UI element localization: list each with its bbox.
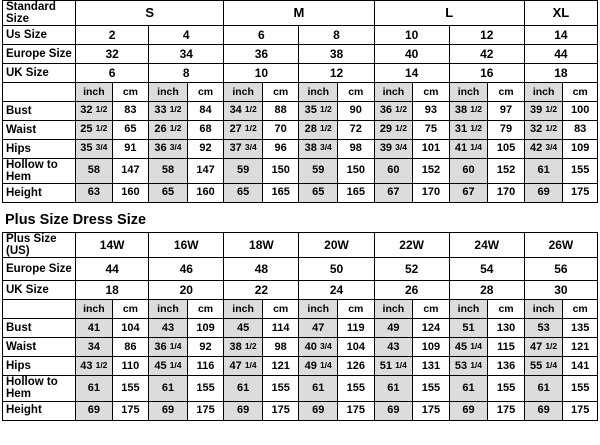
europe-size-0: 32 [76,45,149,64]
plus-waist-1: 86 [112,338,149,357]
plus-height-12: 69 [524,401,563,420]
us-size-0: 2 [76,26,149,45]
plus-unit-8: inch [374,300,413,319]
plus-hollow-5: 155 [262,376,299,401]
height-3: 160 [187,184,224,203]
waist-0: 25 1/2 [76,121,113,140]
plus-europe-4: 52 [374,258,449,281]
unit-10: inch [449,83,488,102]
height-6: 65 [299,184,338,203]
plus-bust-12: 53 [524,319,563,338]
plus-size-1: 16W [149,233,224,258]
plus-hips-1: 110 [112,357,149,376]
europe-size-5: 42 [449,45,524,64]
plus-unit-12: inch [524,300,563,319]
hollow-0: 58 [76,159,113,184]
plus-hips-0: 43 1/2 [76,357,113,376]
hips-2: 36 3/4 [149,140,188,159]
hips-7: 98 [338,140,375,159]
plus-uk-0: 18 [76,281,149,300]
plus-hollow-0: 61 [76,376,113,401]
label-us-size: Us Size [3,26,76,45]
plus-waist-5: 98 [262,338,299,357]
plus-hollow-2: 61 [149,376,188,401]
plus-hips-13: 141 [563,357,598,376]
plus-hips-6: 49 1/4 [299,357,338,376]
bust-4: 34 1/2 [224,102,263,121]
plus-waist-13: 121 [563,338,598,357]
plus-label-waist: Waist [3,338,76,357]
hips-1: 91 [112,140,149,159]
plus-europe-2: 48 [224,258,299,281]
row-hips [3,140,598,159]
hollow-7: 150 [338,159,375,184]
plus-bust-6: 47 [299,319,338,338]
hips-5: 96 [262,140,299,159]
unit-4: inch [224,83,263,102]
plus-height-2: 69 [149,401,188,420]
plus-height-5: 175 [262,401,299,420]
plus-label-bust: Bust [3,319,76,338]
hips-6: 38 3/4 [299,140,338,159]
bust-9: 93 [413,102,450,121]
plus-uk-6: 30 [524,281,597,300]
plus-height-8: 69 [374,401,413,420]
plus-waist-11: 115 [488,338,525,357]
plus-height-11: 175 [488,401,525,420]
label-bust: Bust [3,102,76,121]
plus-row-height [3,401,598,420]
label-standard-size: Standard Size [3,1,76,26]
bust-1: 83 [112,102,149,121]
plus-height-7: 175 [338,401,375,420]
bust-10: 38 1/2 [449,102,488,121]
hollow-13: 155 [563,159,598,184]
unit-6: inch [299,83,338,102]
height-2: 65 [149,184,188,203]
height-1: 160 [112,184,149,203]
europe-size-1: 34 [149,45,224,64]
plus-row-bust [3,319,598,338]
plus-bust-3: 109 [187,319,224,338]
row-bust [3,102,598,121]
plus-uk-3: 24 [299,281,374,300]
plus-row-units [3,300,598,319]
row-height [3,184,598,203]
plus-row-uk [3,281,598,300]
waist-5: 70 [262,121,299,140]
plus-bust-5: 114 [262,319,299,338]
plus-waist-9: 109 [413,338,450,357]
plus-bust-4: 45 [224,319,263,338]
plus-height-3: 175 [187,401,224,420]
unit-9: cm [413,83,450,102]
europe-size-3: 38 [299,45,374,64]
plus-size-table [2,232,598,420]
hips-9: 101 [413,140,450,159]
row-waist [3,121,598,140]
us-size-5: 12 [449,26,524,45]
row-standard-size [3,1,598,26]
height-5: 165 [262,184,299,203]
label-height: Height [3,184,76,203]
plus-bust-1: 104 [112,319,149,338]
bust-5: 88 [262,102,299,121]
unit-13: cm [563,83,598,102]
plus-hips-10: 53 1/4 [449,357,488,376]
bust-7: 90 [338,102,375,121]
plus-label-height: Height [3,401,76,420]
plus-unit-11: cm [488,300,525,319]
bust-8: 36 1/2 [374,102,413,121]
hips-11: 105 [488,140,525,159]
height-9: 170 [413,184,450,203]
plus-hollow-7: 155 [338,376,375,401]
plus-height-13: 175 [563,401,598,420]
row-us-size [3,26,598,45]
unit-12: inch [524,83,563,102]
uk-size-3: 12 [299,64,374,83]
row-hollow-to-hem [3,159,598,184]
plus-bust-9: 124 [413,319,450,338]
plus-waist-7: 104 [338,338,375,357]
height-8: 67 [374,184,413,203]
plus-height-4: 69 [224,401,263,420]
plus-label-uk: UK Size [3,281,76,300]
size-letter-s: S [76,1,224,26]
hips-8: 39 3/4 [374,140,413,159]
plus-label-size: Plus Size (US) [3,233,76,258]
waist-2: 26 1/2 [149,121,188,140]
plus-bust-7: 119 [338,319,375,338]
plus-hollow-13: 155 [563,376,598,401]
plus-uk-5: 28 [449,281,524,300]
height-13: 175 [563,184,598,203]
plus-bust-11: 130 [488,319,525,338]
plus-label-europe: Europe Size [3,258,76,281]
plus-size-4: 22W [374,233,449,258]
plus-hips-9: 131 [413,357,450,376]
plus-hollow-4: 61 [224,376,263,401]
plus-waist-3: 92 [187,338,224,357]
plus-hips-7: 126 [338,357,375,376]
unit-8: inch [374,83,413,102]
plus-hips-12: 55 1/4 [524,357,563,376]
height-11: 170 [488,184,525,203]
europe-size-4: 40 [374,45,449,64]
plus-bust-10: 51 [449,319,488,338]
hips-3: 92 [187,140,224,159]
plus-size-5: 24W [449,233,524,258]
plus-size-0: 14W [76,233,149,258]
plus-hollow-3: 155 [187,376,224,401]
unit-0: inch [76,83,113,102]
label-europe-size: Europe Size [3,45,76,64]
uk-size-0: 6 [76,64,149,83]
unit-3: cm [187,83,224,102]
unit-7: cm [338,83,375,102]
hips-4: 37 3/4 [224,140,263,159]
plus-unit-1: cm [112,300,149,319]
bust-2: 33 1/2 [149,102,188,121]
uk-size-5: 16 [449,64,524,83]
plus-hips-11: 136 [488,357,525,376]
unit-5: cm [262,83,299,102]
us-size-2: 6 [224,26,299,45]
waist-6: 28 1/2 [299,121,338,140]
label-units-empty [3,83,76,102]
hollow-6: 59 [299,159,338,184]
plus-unit-10: inch [449,300,488,319]
bust-6: 35 1/2 [299,102,338,121]
us-size-6: 14 [524,26,597,45]
uk-size-6: 18 [524,64,597,83]
plus-size-2: 18W [224,233,299,258]
height-4: 65 [224,184,263,203]
plus-uk-1: 20 [149,281,224,300]
waist-9: 75 [413,121,450,140]
hollow-10: 60 [449,159,488,184]
plus-unit-2: inch [149,300,188,319]
unit-11: cm [488,83,525,102]
plus-size-6: 26W [524,233,597,258]
plus-uk-2: 22 [224,281,299,300]
plus-label-hips: Hips [3,357,76,376]
plus-unit-5: cm [262,300,299,319]
label-hollow-to-hem: Hollow to Hem [3,159,76,184]
hollow-8: 60 [374,159,413,184]
waist-8: 29 1/2 [374,121,413,140]
bust-12: 39 1/2 [524,102,563,121]
plus-unit-0: inch [76,300,113,319]
height-7: 165 [338,184,375,203]
hollow-11: 152 [488,159,525,184]
plus-hollow-9: 155 [413,376,450,401]
waist-10: 31 1/2 [449,121,488,140]
plus-waist-12: 47 1/2 [524,338,563,357]
unit-2: inch [149,83,188,102]
plus-hips-4: 47 1/4 [224,357,263,376]
plus-waist-8: 43 [374,338,413,357]
plus-row-hips [3,357,598,376]
label-hips: Hips [3,140,76,159]
europe-size-6: 44 [524,45,597,64]
plus-height-9: 175 [413,401,450,420]
plus-label-hollow-to-hem: Hollow to Hem [3,376,76,401]
bust-3: 84 [187,102,224,121]
uk-size-4: 14 [374,64,449,83]
plus-unit-13: cm [563,300,598,319]
hollow-12: 61 [524,159,563,184]
plus-europe-5: 54 [449,258,524,281]
plus-bust-13: 135 [563,319,598,338]
plus-waist-10: 45 1/4 [449,338,488,357]
hollow-5: 150 [262,159,299,184]
plus-uk-4: 26 [374,281,449,300]
plus-hips-3: 116 [187,357,224,376]
plus-hips-5: 121 [262,357,299,376]
plus-unit-9: cm [413,300,450,319]
uk-size-1: 8 [149,64,224,83]
height-0: 63 [76,184,113,203]
plus-size-title: Plus Size Dress Size [5,212,147,229]
plus-waist-2: 36 1/4 [149,338,188,357]
plus-row-hollow-to-hem [3,376,598,401]
us-size-4: 10 [374,26,449,45]
plus-europe-1: 46 [149,258,224,281]
plus-europe-3: 50 [299,258,374,281]
plus-height-6: 69 [299,401,338,420]
us-size-1: 4 [149,26,224,45]
hollow-4: 59 [224,159,263,184]
plus-waist-6: 40 3/4 [299,338,338,357]
label-uk-size: UK Size [3,64,76,83]
size-letter-l: L [374,1,524,26]
plus-hollow-10: 61 [449,376,488,401]
plus-row-size [3,233,598,258]
plus-waist-0: 34 [76,338,113,357]
plus-size-3: 20W [299,233,374,258]
height-10: 67 [449,184,488,203]
plus-bust-0: 41 [76,319,113,338]
plus-bust-2: 43 [149,319,188,338]
waist-12: 32 1/2 [524,121,563,140]
us-size-3: 8 [299,26,374,45]
height-12: 69 [524,184,563,203]
plus-hollow-8: 61 [374,376,413,401]
hollow-3: 147 [187,159,224,184]
plus-hollow-11: 155 [488,376,525,401]
plus-row-waist [3,338,598,357]
plus-hollow-12: 61 [524,376,563,401]
waist-1: 65 [112,121,149,140]
row-uk-size [3,64,598,83]
plus-unit-4: inch [224,300,263,319]
waist-3: 68 [187,121,224,140]
standard-size-table [2,0,598,203]
plus-waist-4: 38 1/2 [224,338,263,357]
label-waist: Waist [3,121,76,140]
waist-13: 83 [563,121,598,140]
hips-12: 42 3/4 [524,140,563,159]
uk-size-2: 10 [224,64,299,83]
hollow-9: 152 [413,159,450,184]
bust-11: 97 [488,102,525,121]
plus-hips-8: 51 1/4 [374,357,413,376]
plus-hollow-6: 61 [299,376,338,401]
bust-13: 100 [563,102,598,121]
row-units [3,83,598,102]
row-europe-size [3,45,598,64]
waist-11: 79 [488,121,525,140]
hips-0: 35 3/4 [76,140,113,159]
plus-hollow-1: 155 [112,376,149,401]
waist-7: 72 [338,121,375,140]
plus-label-units-empty [3,300,76,319]
plus-bust-8: 49 [374,319,413,338]
plus-unit-3: cm [187,300,224,319]
plus-europe-0: 44 [76,258,149,281]
plus-height-10: 69 [449,401,488,420]
plus-unit-6: inch [299,300,338,319]
plus-row-europe [3,258,598,281]
waist-4: 27 1/2 [224,121,263,140]
plus-height-1: 175 [112,401,149,420]
hollow-1: 147 [112,159,149,184]
size-letter-xl: XL [524,1,597,26]
plus-europe-6: 56 [524,258,597,281]
unit-1: cm [112,83,149,102]
hips-10: 41 1/4 [449,140,488,159]
europe-size-2: 36 [224,45,299,64]
plus-unit-7: cm [338,300,375,319]
plus-height-0: 69 [76,401,113,420]
size-letter-m: M [224,1,374,26]
plus-hips-2: 45 1/4 [149,357,188,376]
hollow-2: 58 [149,159,188,184]
hips-13: 109 [563,140,598,159]
bust-0: 32 1/2 [76,102,113,121]
